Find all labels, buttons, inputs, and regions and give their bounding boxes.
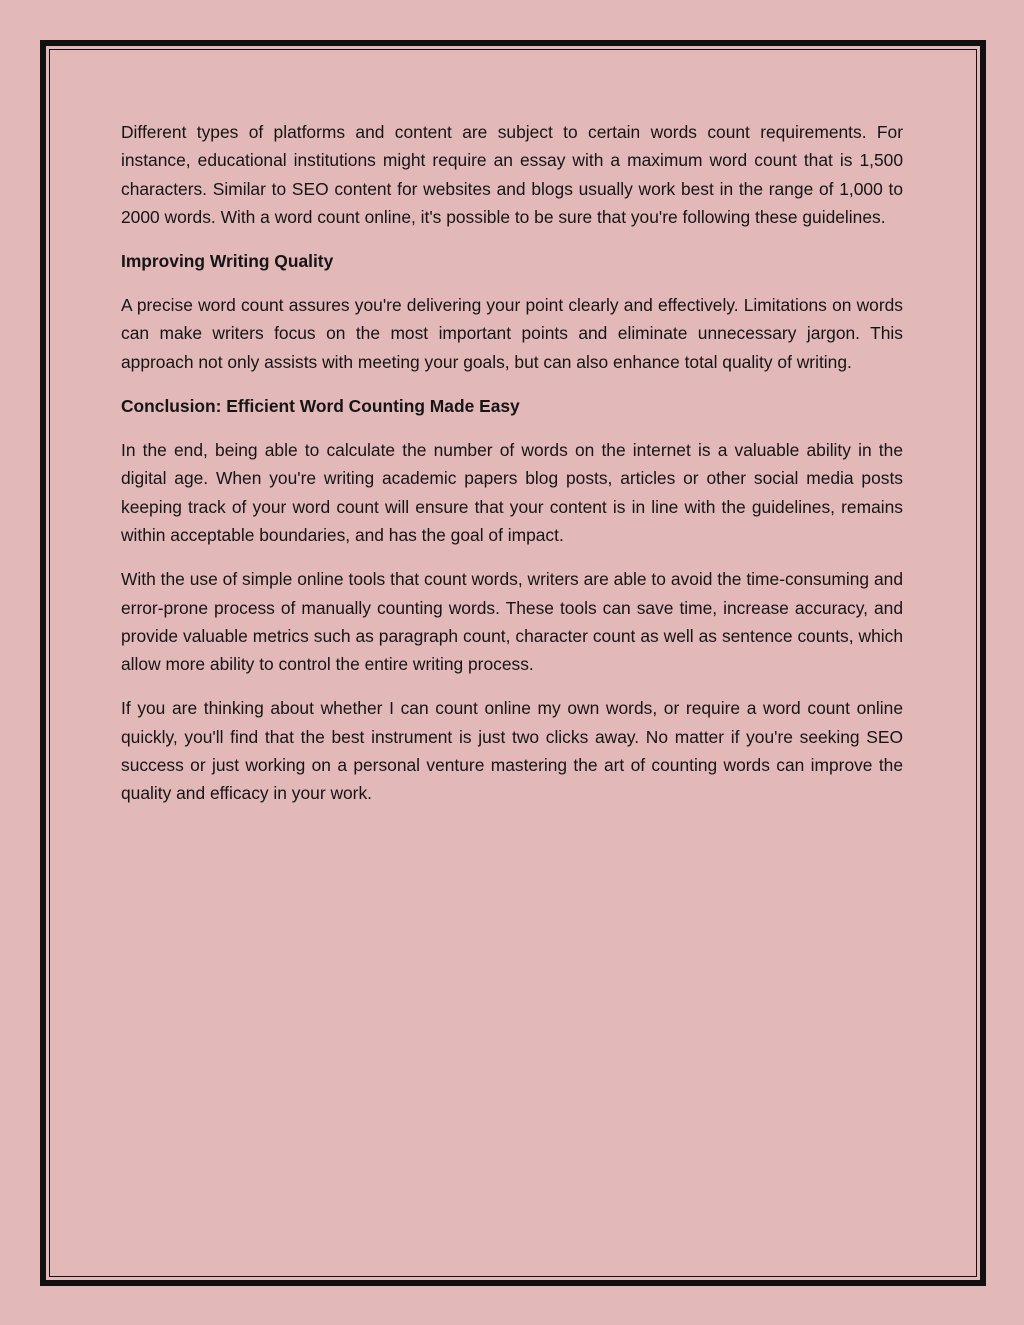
paragraph-count-online: If you are thinking about whether I can count online my own words, or require a word count online quickly, you'll find that the best instrument is just two clicks away. No matter if you're seeking SEO success or just working on a personal venture mastering the art of counting words can improve the quality and efficacy in your work. [121,698,903,804]
paragraph-online-tools: With the use of simple online tools that count words, writers are able to avoid the time-consuming and error-prone process of manually counting words. These tools can save time, increase accuracy, and provide valuable metrics such as paragraph count, character count as well as sentence counts, which allow more ability to control the entire writing process. [121,569,903,675]
document-body [121,118,903,824]
paragraph-digital-age: In the end, being able to calculate the number of words on the internet is a valuable ability in the digital age. When you're writing academic papers blog posts, articles or other social media posts keeping track of your word count will ensure that your content is in line with the guidelines, remains within acceptable boundaries, and has the goal of impact. [121,440,903,545]
paragraph-precise-word-count: A precise word count assures you're delivering your point clearly and effectively. Limitations on words can make writers focus on the most important points and eliminate unnecessary jargon. This approach not only assists with meeting your goals, but can also enhance total quality of writing. [121,295,903,372]
heading-conclusion: Conclusion: Efficient Word Counting Made Easy [121,396,520,417]
paragraph-word-count-requirements: Different types of platforms and content are subject to certain words count requirements. For instance, educational institutions might require an essay with a maximum word count that is 1,500 characters. Similar to SEO content for websites and blogs usually work best in the range of 1,000 to 2000 words. With a word count online, it's possible to be sure that you're following these guidelines. [121,122,903,227]
heading-improving-writing-quality: Improving Writing Quality [121,251,334,272]
